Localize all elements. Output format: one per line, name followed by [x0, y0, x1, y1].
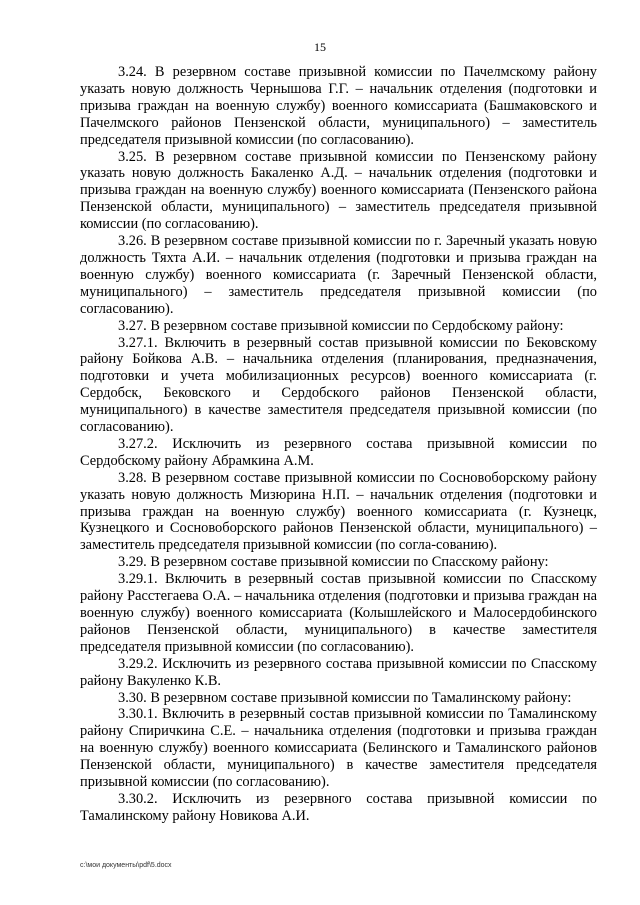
page-number: 15 [314, 40, 326, 54]
paragraph-3-29: 3.29. В резервном составе призывной комиссии по Спасскому району: [118, 554, 549, 571]
paragraph-3-27: 3.27. В резервном составе призывной комиссии по Сердобскому району: [118, 317, 564, 334]
paragraph-3-29-1: 3.29.1. Включить в резервный состав призывной комиссии по Спасскому району Расстегаева О.А. – начальника отделения (подготовки и призыва граждан на военную службу) военного комиссариата (Колышлейского и Малосердобинского районов Пензенской области, муниципального) в качестве заместителя председателя призывной комиссии (по согласованию). [80, 571, 597, 655]
paragraph-3-30-1: 3.30.1. Включить в резервный состав призывной комиссии по Тамалинскому району Спиричкина С.Е. – начальника отделения (подготовки и призыва граждан на военную службу) военного комиссариата (Белинского и Тамалинского районов Пензенской области, муниципального) в качестве заместителя председателя призывной комиссии (по согласованию). [80, 706, 597, 791]
paragraph-3-24: 3.24. В резервном составе призывной комиссии по Пачелмскому району указать новую должность Чернышова Г.Г. – начальник отделения (подготовки и призыва граждан на военную службу) военного комиссариата (Башмаковского и Пачелмского районов Пензенской области, муниципального) – заместитель председателя призывной комиссии (по согласованию). [80, 64, 597, 148]
paragraph-3-30-2: 3.30.2. Исключить из резервного состава призывной комиссии по Тамалинскому району Новикова А.И. [80, 790, 597, 824]
document-body [80, 64, 597, 825]
paragraph-3-28: 3.28. В резервном составе призывной комиссии по Сосновоборскому району указать новую должность Мизюрина Н.П. – начальник отделения (подготовки и призыва граждан на военную службу) военного комиссариата (г. Кузнецк, Кузнецкого и Сосновоборского районов Пензенской области, муниципального) – заместитель председателя призывной комиссии (по согла-сованию). [80, 469, 597, 554]
paragraph-3-27-1: 3.27.1. Включить в резервный состав призывной комиссии по Бековскому району Бойкова А.В. – начальника отделения (планирования, предназначения, подготовки и учета мобилизационных ресурсов) военного комиссариата (г. Сердобск, Бековского и Сердобского районов Пензенской области, муниципального) в качестве заместителя председателя призывной комиссии (по согласованию). [80, 334, 597, 436]
paragraph-3-30: 3.30. В резервном составе призывной комиссии по Тамалинскому району: [118, 689, 572, 706]
footer-file-path: c:\мои документы\pdf\5.docx [80, 862, 172, 869]
paragraph-3-27-2: 3.27.2. Исключить из резервного состава призывной комиссии по Сердобскому району Абрамкина А.М. [80, 435, 597, 469]
paragraph-3-25: 3.25. В резервном составе призывной комиссии по Пензенскому району указать новую должность Бакаленко А.Д. – начальник отделения (подготовки и призыва граждан на военную службу) военного комиссариата (Пензенского района Пензенской области, муниципального) – заместитель председателя призывной комиссии (по согласованию). [80, 148, 597, 233]
paragraph-3-26: 3.26. В резервном составе призывной комиссии по г. Заречный указать новую должность Тяхта А.И. – начальник отделения (подготовки и призыва граждан на военную службу) военного комиссариата (г. Заречный Пензенской области, муниципального) – заместитель председателя призывной комиссии (по согласованию). [80, 233, 597, 317]
paragraph-3-29-2: 3.29.2. Исключить из резервного состава призывной комиссии по Спасскому району Вакуленко К.В. [80, 655, 597, 689]
